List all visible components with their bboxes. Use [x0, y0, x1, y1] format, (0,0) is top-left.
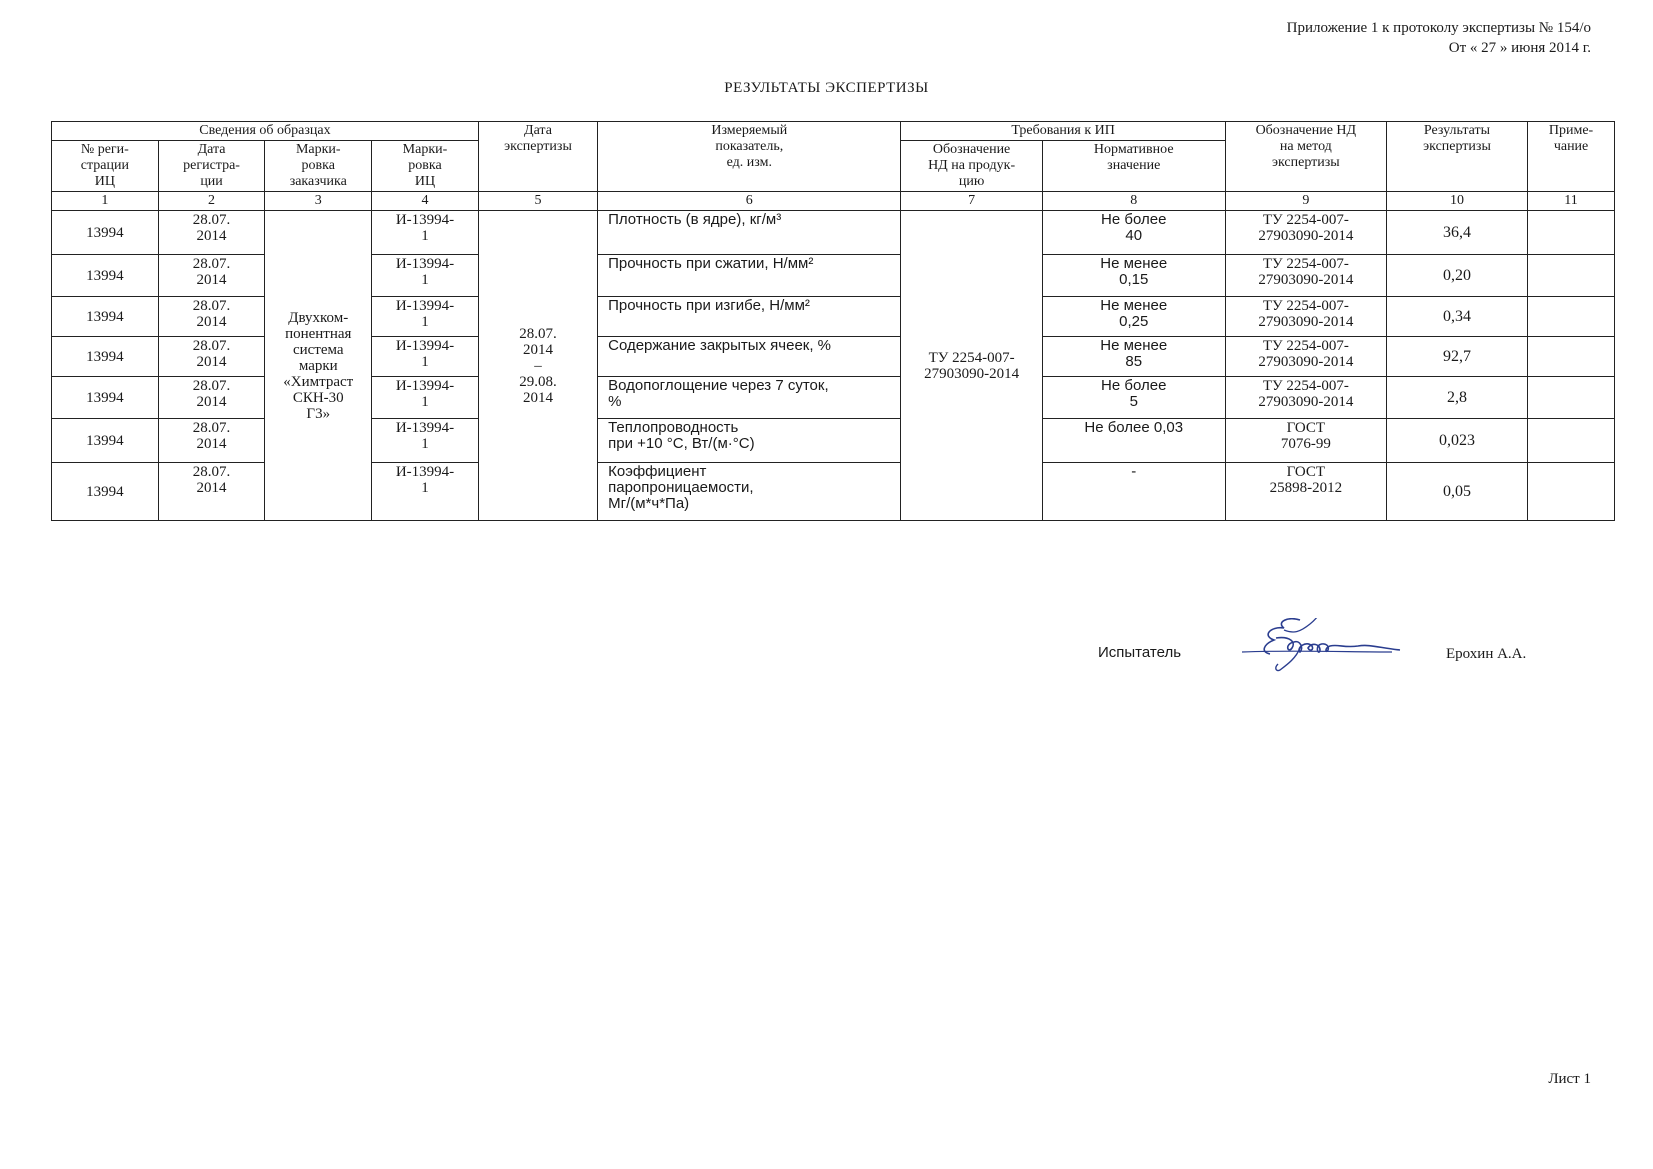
indicator-cell: Плотность (в ядре), кг/м³ — [598, 211, 901, 255]
customer-mark-cell: Двухком- понентная система марки «Химтраст СКН-30 Г3» — [265, 211, 372, 521]
ic-mark-cell: И-13994- 1 — [372, 255, 479, 297]
indicator-cell: Водопоглощение через 7 суток, % — [598, 377, 901, 419]
method-cell: ГОСТ 7076-99 — [1225, 419, 1386, 463]
reg-no-cell: 13994 — [52, 337, 159, 377]
norm-value-cell: Не менее 85 — [1042, 337, 1225, 377]
column-number: 6 — [598, 192, 901, 211]
note-cell — [1528, 337, 1615, 377]
result-cell: 36,4 — [1386, 211, 1527, 255]
header-row-1 — [52, 122, 1615, 141]
column-number-row — [52, 192, 1615, 211]
indicator-cell: Теплопроводность при +10 °С, Вт/(м·°С) — [598, 419, 901, 463]
ic-mark-cell: И-13994- 1 — [372, 419, 479, 463]
signer-name: Ерохин А.А. — [1446, 646, 1527, 662]
reg-no-cell: 13994 — [52, 297, 159, 337]
method-cell: ТУ 2254-007- 27903090-2014 — [1225, 337, 1386, 377]
norm-value-cell: - — [1042, 463, 1225, 521]
norm-value-cell: Не более 0,03 — [1042, 419, 1225, 463]
note-header: Приме- чание — [1528, 122, 1615, 192]
note-cell — [1528, 419, 1615, 463]
reg-no-cell: 13994 — [52, 463, 159, 521]
norm-value-cell: Не более 5 — [1042, 377, 1225, 419]
method-cell: ТУ 2254-007- 27903090-2014 — [1225, 377, 1386, 419]
column-number: 10 — [1386, 192, 1527, 211]
norm-value-cell: Не менее 0,15 — [1042, 255, 1225, 297]
column-number: 3 — [265, 192, 372, 211]
indicator-cell: Прочность при изгибе, Н/мм² — [598, 297, 901, 337]
indicator-cell: Содержание закрытых ячеек, % — [598, 337, 901, 377]
reg-date-cell: 28.07. 2014 — [158, 297, 265, 337]
column-number: 9 — [1225, 192, 1386, 211]
result-cell: 0,023 — [1386, 419, 1527, 463]
result-cell: 0,20 — [1386, 255, 1527, 297]
nd-method-header: Обозначение НД на метод экспертизы — [1225, 122, 1386, 192]
table-row — [52, 211, 1615, 255]
result-cell: 0,34 — [1386, 297, 1527, 337]
reg-date-cell: 28.07. 2014 — [158, 377, 265, 419]
protocol-date: От « 27 » июня 2014 г. — [1448, 40, 1591, 56]
reg-date-cell: 28.07. 2014 — [158, 255, 265, 297]
ic-mark-cell: И-13994- 1 — [372, 337, 479, 377]
reg-no-cell: 13994 — [52, 211, 159, 255]
column-number: 7 — [901, 192, 1042, 211]
nd-product-cell: ТУ 2254-007- 27903090-2014 — [901, 211, 1042, 521]
reg-no-header: № реги- страции ИЦ — [52, 141, 159, 192]
nd-product-header: Обозначение НД на продук- цию — [901, 141, 1042, 192]
note-cell — [1528, 297, 1615, 337]
note-cell — [1528, 211, 1615, 255]
norm-value-cell: Не менее 0,25 — [1042, 297, 1225, 337]
note-cell — [1528, 463, 1615, 521]
ic-mark-cell: И-13994- 1 — [372, 463, 479, 521]
document-title: РЕЗУЛЬТАТЫ ЭКСПЕРТИЗЫ — [724, 80, 929, 96]
column-number: 8 — [1042, 192, 1225, 211]
reg-date-cell: 28.07. 2014 — [158, 337, 265, 377]
results-body — [52, 211, 1615, 521]
reg-date-cell: 28.07. 2014 — [158, 463, 265, 521]
method-cell: ТУ 2254-007- 27903090-2014 — [1225, 297, 1386, 337]
method-cell: ТУ 2254-007- 27903090-2014 — [1225, 211, 1386, 255]
ic-mark-header: Марки- ровка ИЦ — [372, 141, 479, 192]
column-number: 5 — [478, 192, 597, 211]
exp-date-cell: 28.07. 2014 – 29.08. 2014 — [478, 211, 597, 521]
reg-date-cell: 28.07. 2014 — [158, 211, 265, 255]
indicator-header: Измеряемый показатель, ед. изм. — [598, 122, 901, 192]
column-number: 1 — [52, 192, 159, 211]
norm-value-cell: Не более 40 — [1042, 211, 1225, 255]
indicator-cell: Прочность при сжатии, Н/мм² — [598, 255, 901, 297]
customer-mark-header: Марки- ровка заказчика — [265, 141, 372, 192]
note-cell — [1528, 377, 1615, 419]
indicator-cell: Коэффициент паропроницаемости, Мг/(м*ч*Па) — [598, 463, 901, 521]
ic-mark-cell: И-13994- 1 — [372, 211, 479, 255]
appendix-header — [1287, 18, 1591, 58]
column-number: 2 — [158, 192, 265, 211]
reg-date-header: Дата регистра- ции — [158, 141, 265, 192]
norm-value-header: Нормативное значение — [1042, 141, 1225, 192]
reg-no-cell: 13994 — [52, 255, 159, 297]
results-header: Результаты экспертизы — [1386, 122, 1527, 192]
result-cell: 2,8 — [1386, 377, 1527, 419]
column-number: 4 — [372, 192, 479, 211]
exp-date-header: Дата экспертизы — [478, 122, 597, 192]
results-table — [51, 121, 1615, 521]
appendix-label: Приложение 1 к протоколу экспертизы № 154/о — [1286, 20, 1591, 36]
note-cell — [1528, 255, 1615, 297]
reg-no-cell: 13994 — [52, 377, 159, 419]
ic-mark-cell: И-13994- 1 — [372, 297, 479, 337]
result-cell: 0,05 — [1386, 463, 1527, 521]
reg-no-cell: 13994 — [52, 419, 159, 463]
method-cell: ГОСТ 25898-2012 — [1225, 463, 1386, 521]
reg-date-cell: 28.07. 2014 — [158, 419, 265, 463]
group-samples-header: Сведения об образцах — [52, 122, 479, 141]
column-number: 11 — [1528, 192, 1615, 211]
result-cell: 92,7 — [1386, 337, 1527, 377]
signature-block — [1098, 618, 1568, 678]
tester-label: Испытатель — [1098, 644, 1182, 661]
group-requirements-header: Требования к ИП — [901, 122, 1225, 141]
sheet-number: Лист 1 — [1548, 1071, 1591, 1087]
ic-mark-cell: И-13994- 1 — [372, 377, 479, 419]
method-cell: ТУ 2254-007- 27903090-2014 — [1225, 255, 1386, 297]
